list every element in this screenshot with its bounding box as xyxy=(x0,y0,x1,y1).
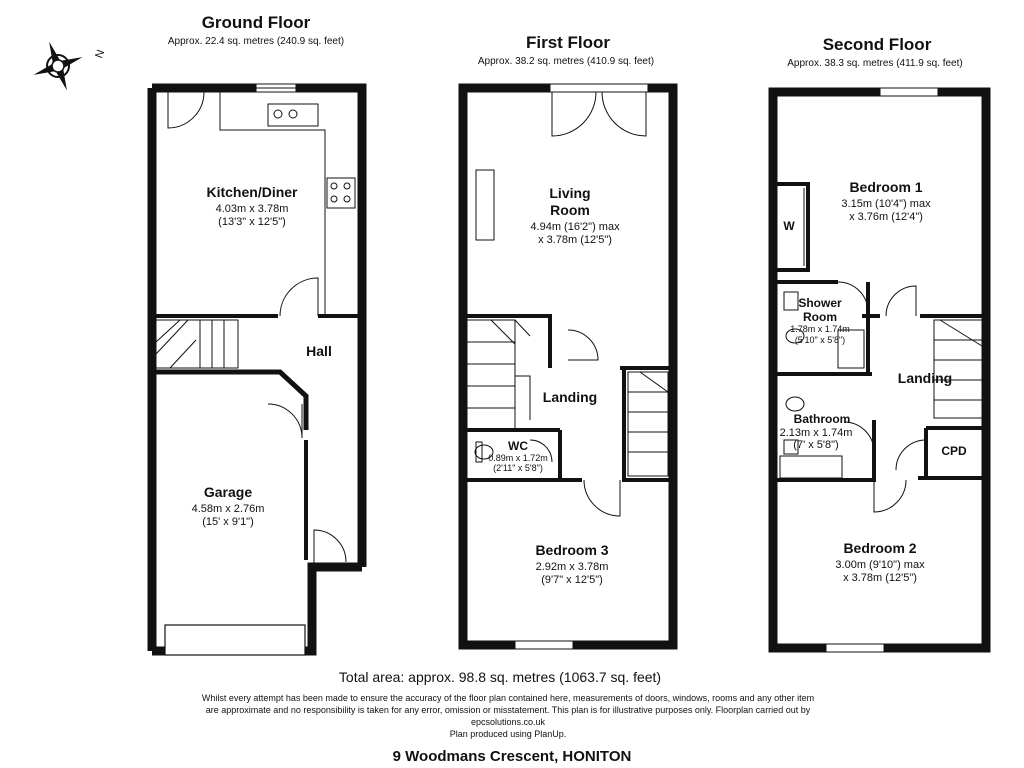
first-floor-area: Approx. 38.2 sq. metres (410.9 sq. feet) xyxy=(477,56,655,67)
compass-rose-icon xyxy=(32,40,84,92)
total-area: Total area: approx. 98.8 sq. metres (1063.7 sq. feet) xyxy=(338,669,662,685)
garage-dim-metric: 4.58m x 2.76m xyxy=(191,503,265,515)
bedroom-3-dim-metric: 2.92m x 3.78m xyxy=(535,561,609,573)
north-letter: N xyxy=(93,48,108,60)
garage-dim-imperial: (15' x 9'1") xyxy=(202,516,254,528)
kitchen-diner-label: Kitchen/Diner xyxy=(206,184,298,200)
kitchen-diner-dim-metric: 4.03m x 3.78m xyxy=(215,203,289,215)
bedroom-2-label: Bedroom 2 xyxy=(843,540,917,556)
ground-floor-title: Ground Floor xyxy=(201,13,311,32)
living-room-label-1: Living xyxy=(549,185,591,201)
disclaimer-line-1: Whilst every attempt has been made to ensure the accuracy of the floor plan contained here, measurements of doors, windows, rooms and any other item xyxy=(201,693,815,703)
bathroom-label: Bathroom xyxy=(793,412,851,426)
ground-floor-plan xyxy=(152,84,362,655)
landing-second-label: Landing xyxy=(897,370,953,386)
second-floor-area: Approx. 38.3 sq. metres (411.9 sq. feet) xyxy=(787,58,963,69)
kitchen-diner-dim-imperial: (13'3" x 12'5") xyxy=(218,216,286,228)
disclaimer-line-4: Plan produced using PlanUp. xyxy=(449,729,567,739)
second-floor-title: Second Floor xyxy=(822,35,932,54)
bedroom-2-dim-imperial: x 3.78m (12'5") xyxy=(843,572,917,584)
property-address: 9 Woodmans Crescent, HONITON xyxy=(392,748,632,765)
first-floor-title: First Floor xyxy=(525,33,611,52)
wc-label: WC xyxy=(508,439,528,453)
bedroom-3-label: Bedroom 3 xyxy=(535,542,609,558)
bathroom-dim-imperial: (7' x 5'8") xyxy=(793,439,839,451)
shower-room-label-2: Room xyxy=(803,310,837,324)
living-room-dim-metric: 4.94m (16'2") max xyxy=(530,221,620,233)
living-room-dim-imperial: x 3.78m (12'5") xyxy=(538,234,612,246)
landing-first-label: Landing xyxy=(542,389,598,405)
bathroom-dim-metric: 2.13m x 1.74m xyxy=(779,427,853,439)
bedroom-1-dim-metric: 3.15m (10'4") max xyxy=(841,198,931,210)
cpd-label: CPD xyxy=(941,444,967,458)
ground-floor-area: Approx. 22.4 sq. metres (240.9 sq. feet) xyxy=(167,36,345,47)
hall-label: Hall xyxy=(306,343,332,359)
shower-room-dim-metric: 1.78m x 1.74m xyxy=(790,324,850,334)
disclaimer-line-2: are approximate and no responsibility is taken for any error, omission or misstatement. This plan is for illustrative purposes only. Floorplan carried out by xyxy=(205,705,811,715)
bedroom-3-dim-imperial: (9'7" x 12'5") xyxy=(541,574,603,586)
bedroom-2-dim-metric: 3.00m (9'10") max xyxy=(835,559,925,571)
garage-label: Garage xyxy=(203,484,253,500)
bedroom-1-label: Bedroom 1 xyxy=(849,179,923,195)
wc-dim-imperial: (2'11" x 5'8") xyxy=(493,463,543,473)
wc-dim-metric: 0.89m x 1.72m xyxy=(488,453,548,463)
shower-room-label-1: Shower xyxy=(798,296,842,310)
disclaimer-line-3: epcsolutions.co.uk xyxy=(470,717,546,727)
living-room-label-2: Room xyxy=(550,202,590,218)
shower-room-dim-imperial: (5'10" x 5'8") xyxy=(794,335,846,345)
wardrobe-label: W xyxy=(783,219,795,233)
bedroom-1-dim-imperial: x 3.76m (12'4") xyxy=(849,211,923,223)
